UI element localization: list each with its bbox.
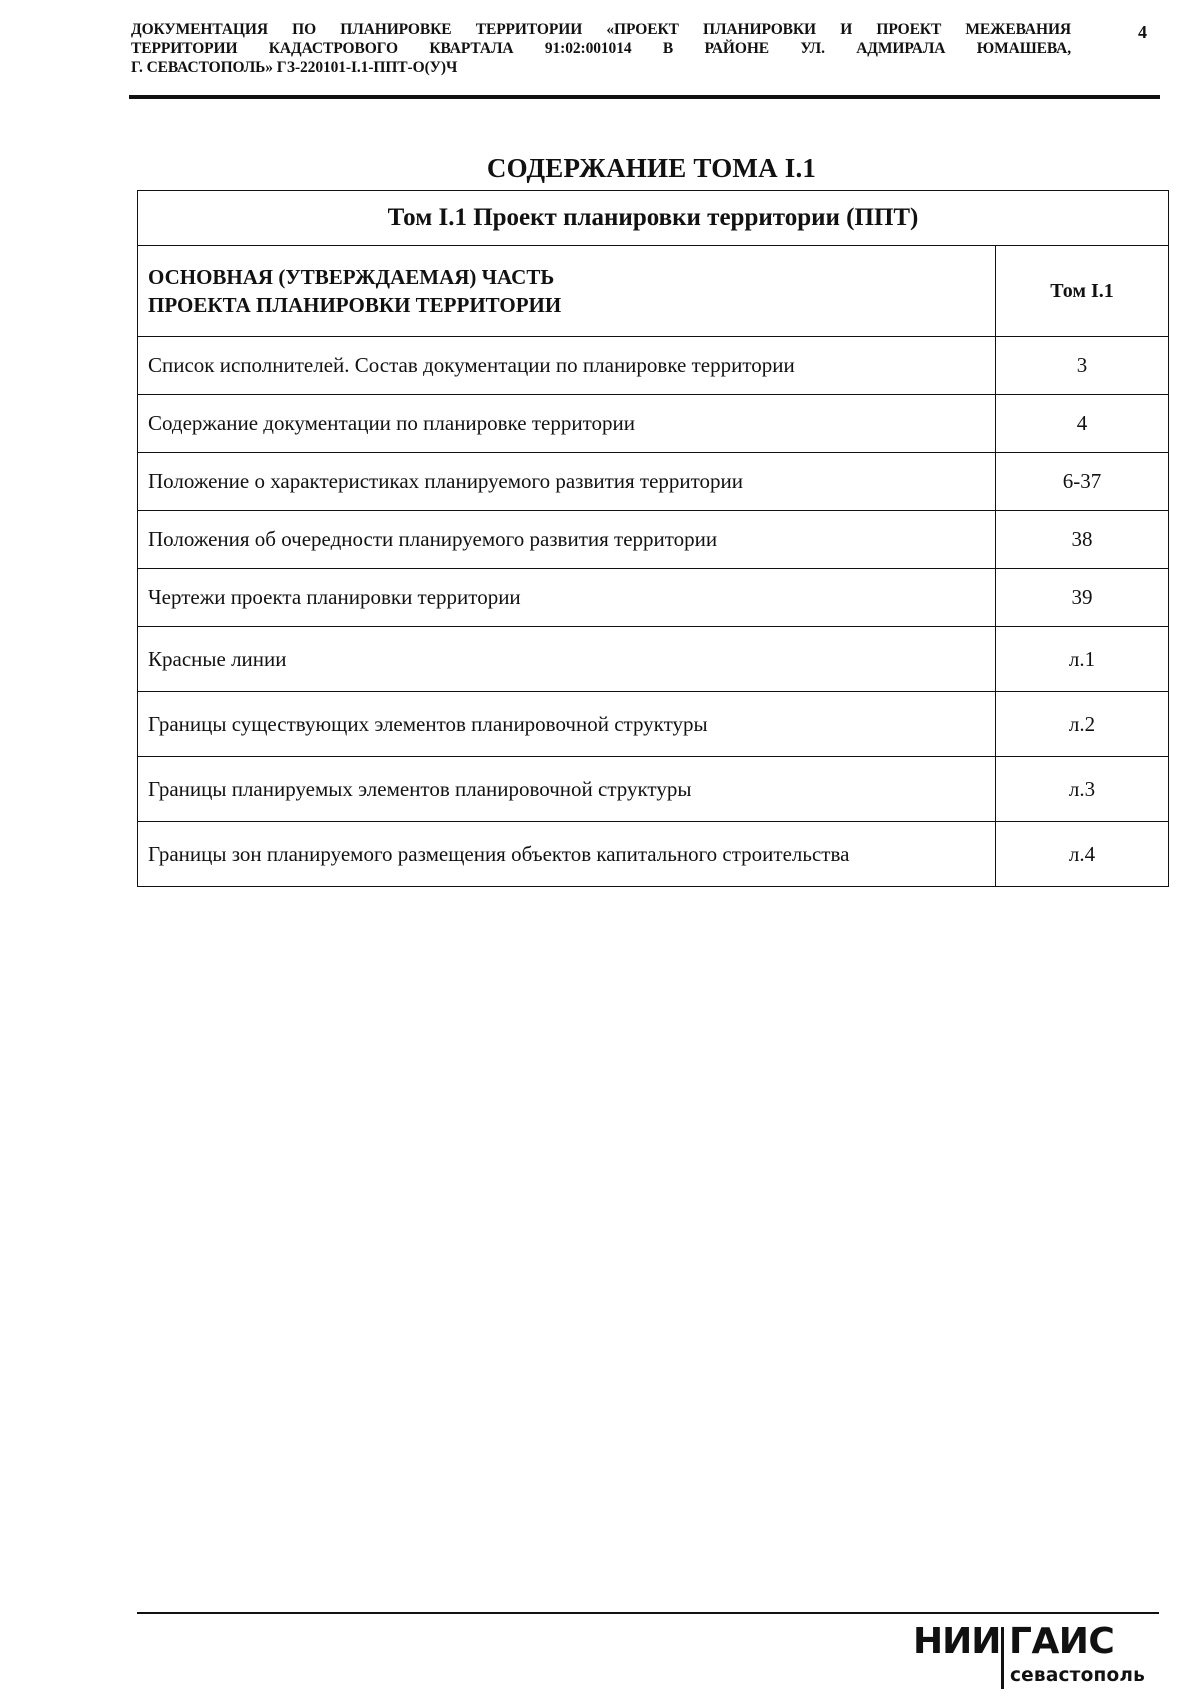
contents-table — [137, 190, 1169, 887]
header-divider — [129, 95, 1160, 99]
row-page: 4 — [996, 395, 1169, 453]
row-title: Границы зон планируемого размещения объектов капитального строительства — [138, 822, 996, 887]
running-header-line-1: ДОКУМЕНТАЦИЯ ПО ПЛАНИРОВКЕ ТЕРРИТОРИИ «ПРОЕКТ ПЛАНИРОВКИ И ПРОЕКТ МЕЖЕВАНИЯ — [131, 21, 1071, 38]
row-page: 6-37 — [996, 453, 1169, 511]
row-page: л.4 — [996, 822, 1169, 887]
section-heading — [138, 246, 996, 337]
table-row — [138, 692, 1169, 757]
page-title: СОДЕРЖАНИЕ ТОМА I.1 — [486, 153, 817, 183]
row-page: л.3 — [996, 757, 1169, 822]
logo-subtitle: севастополь — [1010, 1665, 1146, 1686]
row-title: Содержание документации по планировке территории — [138, 395, 996, 453]
row-page: л.1 — [996, 627, 1169, 692]
running-header-line-2: ТЕРРИТОРИИ КАДАСТРОВОГО КВАРТАЛА 91:02:001014 В РАЙОНЕ УЛ. АДМИРАЛА ЮМАШЕВА, — [131, 40, 1071, 57]
row-title: Границы существующих элементов планировочной структуры — [138, 692, 996, 757]
volume-title-row — [138, 191, 1169, 246]
section-heading-line-2: ПРОЕКТА ПЛАНИРОВКИ ТЕРРИТОРИИ — [148, 293, 562, 317]
logo-divider — [1001, 1627, 1004, 1689]
row-title: Положение о характеристиках планируемого развития территории — [138, 453, 996, 511]
niigais-logo — [913, 1621, 1163, 1701]
logo-text-left: НИИ — [913, 1621, 1001, 1662]
section-heading-row — [138, 246, 1169, 337]
page-number: 4 — [1138, 22, 1147, 42]
row-title: Красные линии — [138, 627, 996, 692]
table-row — [138, 395, 1169, 453]
row-page: 39 — [996, 569, 1169, 627]
row-page: л.2 — [996, 692, 1169, 757]
row-page: 38 — [996, 511, 1169, 569]
footer-divider — [137, 1612, 1159, 1614]
running-header — [131, 20, 1071, 77]
logo-text-right: ГАИС — [1009, 1621, 1115, 1662]
table-row — [138, 511, 1169, 569]
section-volume: Том I.1 — [996, 246, 1169, 337]
row-title: Чертежи проекта планировки территории — [138, 569, 996, 627]
table-row — [138, 757, 1169, 822]
running-header-line-3: Г. СЕВАСТОПОЛЬ» ГЗ-220101-І.1-ППТ-О(У)Ч — [131, 59, 458, 76]
table-row — [138, 822, 1169, 887]
table-row — [138, 569, 1169, 627]
row-title: Границы планируемых элементов планировочной структуры — [138, 757, 996, 822]
row-title: Список исполнителей. Состав документации по планировке территории — [138, 337, 996, 395]
table-row — [138, 627, 1169, 692]
table-row — [138, 453, 1169, 511]
volume-title: Том I.1 Проект планировки территории (ППТ) — [138, 191, 1169, 246]
table-row — [138, 337, 1169, 395]
row-page: 3 — [996, 337, 1169, 395]
row-title: Положения об очередности планируемого развития территории — [138, 511, 996, 569]
section-heading-line-1: ОСНОВНАЯ (УТВЕРЖДАЕМАЯ) ЧАСТЬ — [148, 265, 555, 289]
